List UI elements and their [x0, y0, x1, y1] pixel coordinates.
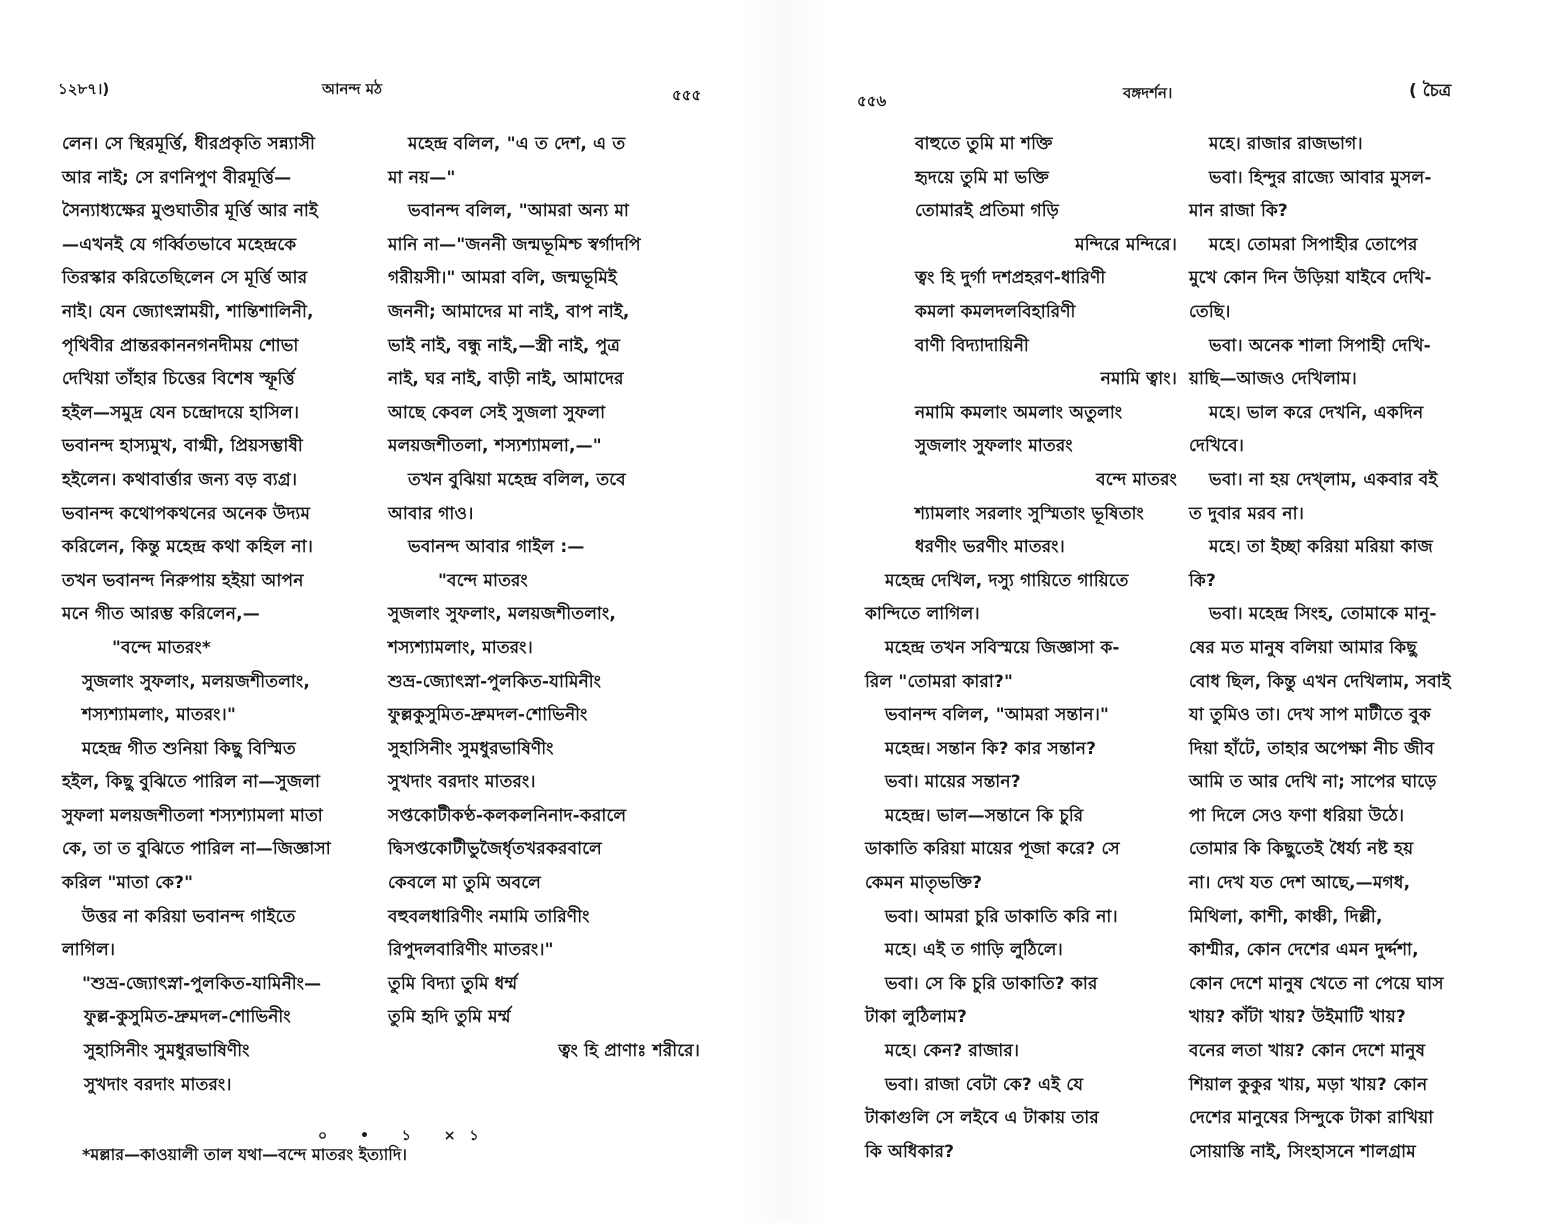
- text-line: সুহাসিনীং সুমধুরভাষিণীং: [84, 1041, 250, 1062]
- text-line: ফুল্ল-কুসুমিত-দ্রুমদল-শোভিনীং: [84, 1007, 291, 1028]
- text-line: ভবা। হিন্দুর রাজ্যে আবার মুসল-: [1209, 167, 1432, 188]
- text-line: "বন্দে মাতরং: [438, 570, 528, 591]
- text-line: ফুল্লকুসুমিত-দ্রুমদল-শোভিনীং: [388, 705, 588, 726]
- text-line: হইলেন। কথাবার্ত্তার জন্য বড় ব্যগ্র।: [62, 469, 298, 490]
- text-line: ভবা। আমরা চুরি ডাকাতি করি না।: [885, 906, 1118, 927]
- text-line: ভবা। মায়ের সন্তান?: [885, 772, 1021, 793]
- text-line: "বন্দে মাতরং*: [112, 637, 211, 658]
- text-line: দ্বিসপ্তকোটীভুজৈর্ধৃতখরকরবালে: [388, 839, 602, 860]
- text-line: লাগিল।: [62, 940, 116, 961]
- text-line: শস্যশ্যামলাং, মাতরং।": [82, 705, 236, 726]
- text-line: মহে। এই ত গাড়ি লুঠিলে।: [885, 940, 1063, 961]
- text-line: ভবানন্দ কথোপকথনের অনেক উদ্যম: [62, 503, 311, 524]
- text-line: সুখদাং বরদাং মাতরং।: [388, 772, 536, 793]
- text-line: ডাকাতি করিয়া মায়ের পূজা করে? সে: [865, 839, 1120, 860]
- text-line: আমি ত আর দেখি না; সাপের ঘাড়ে: [1189, 772, 1437, 793]
- text-line: ভবানন্দ আবার গাইল :—: [408, 537, 585, 558]
- text-line: মহে। ভাল করে দেখনি, একদিন: [1209, 402, 1424, 423]
- text-line: কেমন মাতৃভক্তি?: [865, 873, 983, 894]
- text-line: মান রাজা কি?: [1189, 201, 1288, 222]
- text-line: কোন দেশে মানুষ খেতে না পেয়ে ঘাস: [1189, 973, 1444, 994]
- text-line: রিল "তোমরা কারা?": [865, 671, 1014, 692]
- text-line: ত্বং হি প্রাণাঃ শরীরে।: [558, 1041, 700, 1062]
- text-line: য়াছি—আজও দেখিলাম।: [1189, 369, 1357, 390]
- text-line: দেখিয়া তাঁহার চিত্তের বিশেষ স্ফূর্ত্তি: [62, 369, 295, 390]
- text-line: মিথিলা, কাশী, কাঞ্চী, দিল্লী,: [1189, 906, 1383, 927]
- text-line: যা তুমিও তা। দেখ সাপ মাটীতে বুক: [1189, 705, 1431, 726]
- text-line: ভবা। রাজা বেটা কে? এই যে: [885, 1074, 1084, 1095]
- text-line: ভবানন্দ বলিল, "আমরা সন্তান।": [885, 705, 1110, 726]
- text-line: ভবা। মহেন্দ্র সিংহ, তোমাকে মানু-: [1209, 604, 1437, 625]
- text-line: নমামি কমলাং অমলাং অতুলাং: [915, 402, 1123, 423]
- left-page-column-2: [388, 128, 700, 1069]
- text-line: হইল, কিছু বুঝিতে পারিল না—সুজলা: [62, 772, 321, 793]
- text-line: সুজলাং সুফলাং, মলয়জশীতলাং,: [82, 671, 310, 692]
- text-line: ভবানন্দ বলিল, "আমরা অন্য মা: [408, 201, 630, 222]
- text-line: কে, তা ত বুঝিতে পারিল না—জিজ্ঞাসা: [62, 839, 331, 860]
- text-line: বোধ ছিল, কিন্তু এখন দেখিলাম, সবাই: [1189, 671, 1451, 692]
- text-line: ধরণীং ভরণীং মাতরং।: [915, 537, 1065, 558]
- right-page-running-title: বঙ্গদর্শন।: [1123, 84, 1173, 102]
- text-line: দিয়া হাঁটে, তাহার অপেক্ষা নীচ জীব: [1189, 738, 1435, 759]
- text-line: কমলা কমলদলবিহারিণী: [915, 301, 1076, 322]
- text-line: শুভ্র-জ্যোৎস্না-পুলকিত-যামিনীং: [388, 671, 602, 692]
- text-line: কেবলে মা তুমি অবলে: [388, 873, 542, 894]
- text-line: আর নাই; সে রণনিপুণ বীরমূর্ত্তি—: [62, 167, 292, 188]
- text-line: ভবা। না হয় দেখ্‌লাম, একবার বই: [1209, 469, 1438, 490]
- text-line: বন্দে মাতরং: [1096, 469, 1177, 490]
- text-line: মহেন্দ্র তখন সবিস্ময়ে জিজ্ঞাসা ক-: [885, 637, 1120, 658]
- text-line: ভবা। সে কি চুরি ডাকাতি? কার: [885, 973, 1098, 994]
- text-line: বহুবলধারিণীং নমামি তারিণীং: [388, 906, 590, 927]
- left-page-running-title: আনন্দ মঠ: [322, 80, 383, 98]
- right-page-column-1: [865, 128, 1177, 1169]
- text-line: গরীয়সী।" আমরা বলি, জন্মভূমিই: [388, 268, 618, 289]
- text-line: না। দেখ যত দেশ আছে,—মগধ,: [1189, 873, 1411, 894]
- text-line: তখন ভবানন্দ নিরুপায় হইয়া আপন: [62, 570, 304, 591]
- text-line: মহে। তোমরা সিপাহীর তোপের: [1209, 234, 1418, 255]
- text-line: নাই। যেন জ্যোৎস্নাময়ী, শান্তিশালিনী,: [62, 301, 314, 322]
- text-line: টাকা লুঠিলাম?: [865, 1007, 968, 1028]
- text-line: ত্বং হি দুর্গা দশপ্রহরণ-ধারিণী: [915, 268, 1106, 289]
- text-line: তুমি হৃদি তুমি মর্ম্ম: [388, 1007, 511, 1028]
- text-line: "শুভ্র-জ্যোৎস্না-পুলকিত-যামিনীং—: [82, 973, 322, 994]
- text-line: মহেন্দ্র দেখিল, দস্যু গায়িতে গায়িতে: [885, 570, 1129, 591]
- text-line: ষের মত মানুষ বলিয়া আমার কিছু: [1189, 637, 1417, 658]
- text-line: বনের লতা খায়? কোন দেশে মানুষ: [1189, 1041, 1426, 1062]
- text-line: সৈন্যাধ্যক্ষের মুণ্ডঘাতীর মূর্ত্তি আর নাই: [62, 201, 319, 222]
- text-line: তুমি বিদ্যা তুমি ধর্ম্ম: [388, 973, 518, 994]
- text-line: ত দুবার মরব না।: [1189, 503, 1304, 524]
- text-line: সপ্তকোটীকণ্ঠ-কলকলনিনাদ-করালে: [388, 805, 627, 826]
- text-line: সুজলাং সুফলাং, মলয়জশীতলাং,: [388, 604, 616, 625]
- text-line: কান্দিতে লাগিল।: [865, 604, 980, 625]
- text-line: বাণী বিদ্যাদায়িনী: [915, 335, 1029, 356]
- text-line: কাশ্মীর, কোন দেশের এমন দুর্দ্দশা,: [1189, 940, 1419, 961]
- text-line: নাই, ঘর নাই, বাড়ী নাই, আমাদের: [388, 369, 624, 390]
- text-line: সোয়াস্তি নাই, সিংহাসনে শালগ্রাম: [1189, 1141, 1416, 1162]
- text-line: তিরস্কার করিতেছিলেন সে মূর্ত্তি আর: [62, 268, 308, 289]
- text-line: টাকাগুলি সে লইবে এ টাকায় তার: [865, 1108, 1099, 1129]
- text-line: ভাই নাই, বন্ধু নাই,—স্ত্রী নাই, পুত্র: [388, 335, 621, 356]
- text-line: শস্যশ্যামলাং, মাতরং।: [388, 637, 533, 658]
- text-line: পৃথিবীর প্রান্তরকাননগনদীময় শোভা: [62, 335, 299, 356]
- text-line: দেশের মানুষের সিন্দুকে টাকা রাখিয়া: [1189, 1108, 1434, 1129]
- text-line: বাহুতে তুমি মা শক্তি: [915, 134, 1053, 154]
- left-page-year: ১২৮৭।): [58, 80, 110, 98]
- text-line: তোমারই প্রতিমা গড়ি: [915, 201, 1060, 222]
- footnote: *মল্লার—কাওয়ালী তাল যথা—বন্দে মাতরং ইত্যাদি।: [82, 1145, 408, 1164]
- text-line: কি অধিকার?: [865, 1141, 955, 1162]
- right-page-column-2: [1189, 128, 1489, 1169]
- text-line: মহে। রাজার রাজভাগ।: [1209, 134, 1363, 154]
- text-line: আবার গাও।: [388, 503, 474, 524]
- text-line: করিলেন, কিন্তু মহেন্দ্র কথা কহিল না।: [62, 537, 313, 558]
- right-page: [781, 0, 1562, 1223]
- text-line: দেখিবে।: [1189, 436, 1245, 457]
- text-line: মা নয়—": [388, 167, 456, 188]
- text-line: মুখে কোন দিন উড়িয়া যাইবে দেখি-: [1189, 268, 1432, 289]
- text-line: মানি না—"জননী জন্মভূমিশ্চ স্বর্গাদপি: [388, 234, 641, 255]
- text-line: মন্দিরে মন্দিরে।: [1075, 234, 1177, 255]
- text-line: লেন। সে স্থিরমূর্ত্তি, ধীরপ্রকৃতি সন্ন্যাসী: [62, 134, 316, 154]
- text-line: রিপুদলবারিণীং মাতরং।": [388, 940, 554, 961]
- text-line: ভবানন্দ হাস্যমুখ, বাগ্মী, প্রিয়সম্ভাষী: [62, 436, 303, 457]
- text-line: মহে। কেন? রাজার।: [885, 1041, 1020, 1062]
- text-line: মহেন্দ্র গীত শুনিয়া কিছু বিস্মিত: [82, 738, 296, 759]
- text-line: শ্যামলাং সরলাং সুস্মিতাং ভূষিতাং: [915, 503, 1144, 524]
- text-line: শিয়াল কুকুর খায়, মড়া খায়? কোন: [1189, 1074, 1428, 1095]
- right-page-number: ৫৫৬: [857, 92, 887, 110]
- text-line: তোমার কি কিছুতেই ধৈর্য্য নষ্ট হয়: [1189, 839, 1414, 860]
- text-line: হৃদয়ে তুমি মা ভক্তি: [915, 167, 1049, 188]
- text-line: খায়? কাঁটা খায়? উইমাটি খায়?: [1189, 1007, 1406, 1028]
- text-line: কি?: [1189, 570, 1217, 591]
- text-line: —এখনই যে গর্ব্বিতভাবে মহেন্দ্রকে: [62, 234, 297, 255]
- text-line: হইল—সমুদ্র যেন চন্দ্রোদয়ে হাসিল।: [62, 402, 300, 423]
- right-page-month: ( চৈত্র: [1409, 81, 1452, 101]
- text-line: সুজলাং সুফলাং মাতরং: [915, 436, 1073, 457]
- text-line: সুখদাং বরদাং মাতরং।: [84, 1074, 232, 1095]
- text-line: মহেন্দ্র বলিল, "এ ত দেশ, এ ত: [408, 134, 626, 154]
- text-line: মহেন্দ্র। সন্তান কি? কার সন্তান?: [885, 738, 1097, 759]
- footnote-rhythm-marks: ০ • ১ ×১: [318, 1128, 493, 1144]
- text-line: মহে। তা ইচ্ছা করিয়া মরিয়া কাজ: [1209, 537, 1433, 558]
- text-line: উত্তর না করিয়া ভবানন্দ গাইতে: [82, 906, 296, 927]
- text-line: মলয়জশীতলা, শস্যশ্যামলা,—": [388, 436, 602, 457]
- text-line: আছে কেবল সেই সুজলা সুফলা: [388, 402, 606, 423]
- text-line: ভবা। অনেক শালা সিপাহী দেখি-: [1209, 335, 1431, 356]
- text-line: নমামি ত্বাং।: [1100, 369, 1177, 390]
- text-line: তখন বুঝিয়া মহেন্দ্র বলিল, তবে: [408, 469, 626, 490]
- left-page-number: ৫৫৫: [672, 86, 702, 104]
- text-line: সুহাসিনীং সুমধুরভাষিণীং: [388, 738, 554, 759]
- text-line: সুফলা মলয়জশীতলা শস্যশ্যামলা মাতা: [62, 805, 323, 826]
- text-line: করিল "মাতা কে?": [62, 873, 194, 894]
- text-line: তেছি।: [1189, 301, 1231, 322]
- text-line: জননী; আমাদের মা নাই, বাপ নাই,: [388, 301, 630, 322]
- text-line: মহেন্দ্র। ভাল—সন্তানে কি চুরি: [885, 805, 1084, 826]
- text-line: মনে গীত আরম্ভ করিলেন,—: [62, 604, 260, 625]
- left-page-column-1: [62, 128, 374, 1102]
- text-line: পা দিলে সেও ফণা ধরিয়া উঠে।: [1189, 805, 1405, 826]
